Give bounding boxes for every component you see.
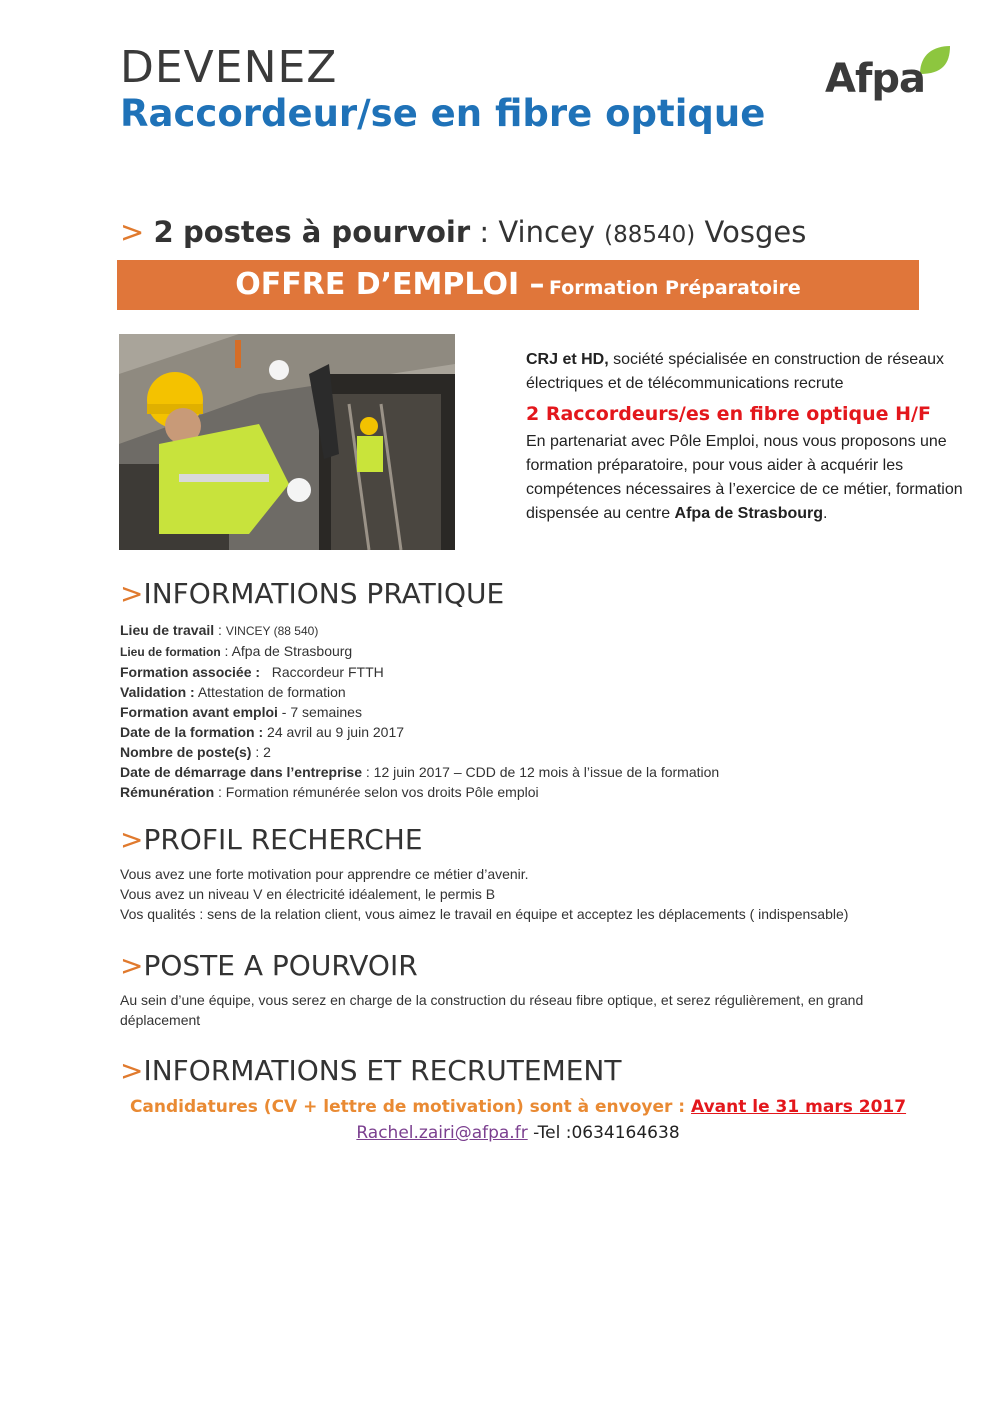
job-title: Raccordeur/se en fibre optique	[120, 92, 766, 135]
info-value: 2	[263, 744, 271, 760]
section-profil-label: PROFIL RECHERCHE	[143, 823, 423, 856]
postes-label: postes à pourvoir	[182, 215, 471, 249]
info-row	[120, 702, 980, 722]
company-desc-text: société spécialisée en construction de réseaux électriques et de télécommunications recrute	[526, 351, 944, 392]
postes-department: Vosges	[704, 215, 807, 249]
intro-block	[526, 348, 966, 526]
info-label: Formation associée :	[120, 664, 261, 680]
info-value: 12 juin 2017 – CDD de 12 mois à l’issue de la formation	[373, 764, 720, 780]
info-value: 24 avril au 9 juin 2017	[267, 724, 405, 740]
chevron-icon: >	[120, 577, 144, 610]
info-label: Nombre de poste(s)	[120, 744, 252, 760]
info-sep: :	[251, 744, 264, 760]
info-label: Lieu de travail	[120, 622, 215, 638]
section-infos-label: INFORMATIONS PRATIQUE	[143, 577, 505, 610]
poste-description: Au sein d’une équipe, vous serez en charge de la construction du réseau fibre optique, et serez régulièrement, en grand déplacement	[120, 992, 864, 1028]
email-link[interactable]: Rachel.zairi@afpa.fr	[356, 1123, 528, 1143]
info-sep: :	[220, 643, 232, 659]
info-row	[120, 722, 980, 742]
info-label: Lieu de formation	[120, 645, 221, 659]
intro-body-text: En partenariat avec Pôle Emploi, nous vous proposons une formation préparatoire, pour vous aider à acquérir les compétences nécessaires à l’exercice de ce métier, formation dispensée au centre	[526, 433, 963, 522]
chevron-icon: >	[120, 1054, 144, 1087]
section-poste-title	[120, 949, 418, 982]
company-name: CRJ et HD,	[526, 351, 609, 368]
intro-body	[526, 430, 966, 526]
postes-separator: :	[470, 215, 499, 249]
info-sep: :	[214, 622, 226, 638]
info-sep: :	[214, 784, 226, 800]
section-infos-title	[120, 577, 504, 610]
info-sep: -	[277, 704, 291, 720]
info-row	[120, 742, 980, 762]
fiber-workers-photo	[119, 334, 455, 550]
info-value: Afpa de Strasbourg	[231, 643, 353, 659]
chevron-icon: >	[120, 215, 145, 249]
info-label: Date de la formation :	[120, 724, 264, 740]
postes-count: 2	[153, 215, 174, 249]
info-row	[120, 620, 980, 641]
section-recrutement-title	[120, 1054, 621, 1087]
devenez-heading: DEVENEZ	[120, 42, 338, 93]
postes-line	[120, 215, 806, 249]
phone-text: -Tel :0634164638	[527, 1123, 680, 1143]
afpa-logo	[822, 44, 952, 114]
profil-line: Vous avez une forte motivation pour apprendre ce métier d’avenir.	[120, 866, 529, 882]
profil-line: Vous avez un niveau V en électricité idéalement, le permis B	[120, 886, 496, 902]
info-label: Formation avant emploi	[120, 704, 278, 720]
chevron-icon: >	[120, 823, 144, 856]
info-row	[120, 662, 980, 682]
info-value: Attestation de formation	[197, 684, 346, 700]
intro-end: .	[823, 505, 828, 522]
chevron-icon: >	[120, 949, 144, 982]
company-description	[526, 348, 966, 396]
info-label: Rémunération	[120, 784, 215, 800]
info-value: Formation rémunérée selon vos droits Pôle emploi	[225, 784, 539, 800]
candidatures-text: Candidatures (CV + lettre de motivation) sont à envoyer :	[129, 1097, 692, 1117]
info-value: 7 semaines	[290, 704, 362, 720]
deadline: Avant le 31 mars 2017	[691, 1097, 907, 1117]
info-label: Date de démarrage dans l’entreprise	[120, 764, 362, 780]
info-row	[120, 762, 980, 782]
info-sep	[260, 664, 272, 680]
info-row	[120, 641, 980, 662]
info-row	[120, 782, 980, 802]
headline: 2 Raccordeurs/es en fibre optique H/F	[526, 403, 931, 425]
section-recrutement-label: INFORMATIONS ET RECRUTEMENT	[143, 1054, 622, 1087]
banner-title: OFFRE D’EMPLOI –	[235, 267, 545, 302]
info-value: Raccordeur FTTH	[271, 664, 384, 680]
info-row	[120, 682, 980, 702]
offre-banner	[117, 260, 919, 310]
contact-line	[120, 1123, 916, 1143]
infos-list	[120, 620, 980, 802]
info-sep: :	[362, 764, 374, 780]
profil-line: Vos qualités : sens de la relation client, vous aimez le travail en équipe et acceptez les déplacements ( indispensable)	[120, 906, 849, 922]
candidatures-line	[120, 1097, 916, 1117]
info-value: VINCEY (88 540)	[225, 624, 319, 638]
section-poste-label: POSTE A POURVOIR	[143, 949, 418, 982]
info-label: Validation :	[120, 684, 195, 700]
logo-text: Afpa	[825, 56, 925, 102]
postes-city: Vincey	[498, 215, 595, 249]
section-profil-title	[120, 823, 423, 856]
profil-list	[120, 864, 980, 924]
postes-postal-code: (88540)	[604, 222, 696, 248]
training-center: Afpa de Strasbourg	[674, 505, 824, 522]
banner-subtitle: Formation Préparatoire	[549, 277, 801, 299]
